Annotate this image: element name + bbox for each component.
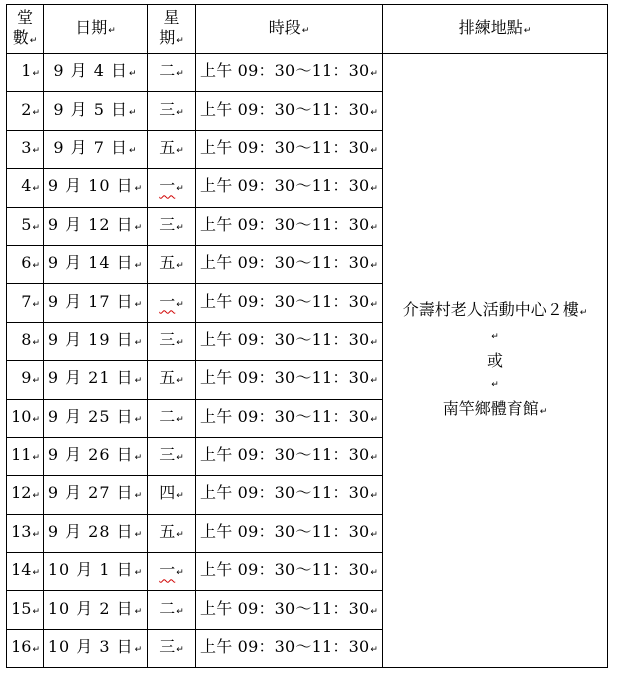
time-slot-cell: 上午 09：30～11：30↵: [196, 399, 383, 437]
time-slot-cell: 上午 09：30～11：30↵: [196, 476, 383, 514]
date-cell-text: 9 月 14 日: [47, 253, 134, 273]
time-slot-cell: 上午 09：30～11：30↵: [196, 514, 383, 552]
date-cell: 9 月 4 日↵: [44, 54, 148, 92]
header-session-number-label: 堂 數↵: [12, 7, 38, 47]
time-slot-cell-text: 上午 09：30～11：30: [200, 291, 370, 311]
session-number-cell: 4↵: [7, 169, 44, 207]
session-number-cell: 6↵: [7, 245, 44, 283]
header-time-slot: 時段↵: [196, 5, 383, 54]
time-slot-cell-text: 上午 09：30～11：30: [200, 99, 370, 119]
date-cell-text: 9 月 21 日: [47, 368, 134, 388]
session-number-cell-text: 11: [11, 445, 32, 465]
time-slot-cell-text: 上午 09：30～11：30: [200, 214, 370, 234]
weekday-cell: 三↵: [148, 437, 196, 475]
weekday-cell-text: 二: [159, 61, 176, 81]
date-cell-text: 9 月 17 日: [47, 291, 134, 311]
session-number-cell: 16↵: [7, 629, 44, 667]
session-number-cell: 1↵: [7, 54, 44, 92]
time-slot-cell: 上午 09：30～11：30↵: [196, 437, 383, 475]
weekday-cell: 三↵: [148, 629, 196, 667]
session-number-cell-text: 5: [21, 214, 32, 234]
weekday-cell-text: 五: [159, 521, 176, 541]
date-cell: 10 月 2 日↵: [44, 591, 148, 629]
weekday-cell: 五↵: [148, 130, 196, 168]
time-slot-cell: 上午 09：30～11：30↵: [196, 629, 383, 667]
rehearsal-schedule-table: [6, 4, 608, 668]
date-cell: 9 月 14 日↵: [44, 245, 148, 283]
time-slot-cell-text: 上午 09：30～11：30: [200, 445, 370, 465]
date-cell: 9 月 21 日↵: [44, 361, 148, 399]
weekday-cell: 二↵: [148, 399, 196, 437]
weekday-cell-text: 三: [159, 445, 176, 465]
location-or-connector: 或: [486, 350, 503, 370]
time-slot-cell-text: 上午 09：30～11：30: [200, 483, 370, 503]
session-number-cell-text: 12: [11, 483, 32, 503]
date-cell: 9 月 7 日↵: [44, 130, 148, 168]
weekday-cell-text: 一: [159, 560, 176, 580]
date-cell: 9 月 26 日↵: [44, 437, 148, 475]
session-number-cell-text: 13: [11, 521, 32, 541]
time-slot-cell-text: 上午 09：30～11：30: [200, 406, 370, 426]
rehearsal-location-cell: [383, 54, 608, 668]
weekday-cell: 一↵: [148, 284, 196, 322]
date-cell-text: 9 月 19 日: [47, 329, 134, 349]
time-slot-cell-text: 上午 09：30～11：30: [200, 61, 370, 81]
date-cell: 10 月 3 日↵: [44, 629, 148, 667]
session-number-cell: 13↵: [7, 514, 44, 552]
date-cell: 9 月 10 日↵: [44, 169, 148, 207]
date-cell: 10 月 1 日↵: [44, 553, 148, 591]
session-number-cell-text: 15: [11, 598, 32, 618]
weekday-cell: 五↵: [148, 245, 196, 283]
session-number-cell: 8↵: [7, 322, 44, 360]
date-cell-text: 9 月 28 日: [47, 521, 134, 541]
date-cell-text: 9 月 5 日: [53, 99, 129, 119]
session-number-cell-text: 3: [21, 137, 32, 157]
time-slot-cell: 上午 09：30～11：30↵: [196, 245, 383, 283]
weekday-cell: 二↵: [148, 591, 196, 629]
time-slot-cell: 上午 09：30～11：30↵: [196, 54, 383, 92]
time-slot-cell-text: 上午 09：30～11：30: [200, 598, 370, 618]
time-slot-cell: 上午 09：30～11：30↵: [196, 553, 383, 591]
date-cell-text: 10 月 3 日: [47, 637, 134, 657]
session-number-cell: 7↵: [7, 284, 44, 322]
date-cell-text: 9 月 4 日: [53, 61, 129, 81]
weekday-cell: 三↵: [148, 322, 196, 360]
date-cell: 9 月 28 日↵: [44, 514, 148, 552]
time-slot-cell: 上午 09：30～11：30↵: [196, 361, 383, 399]
session-number-cell-text: 8: [21, 329, 32, 349]
date-cell-text: 9 月 12 日: [47, 214, 134, 234]
weekday-cell-text: 二: [159, 598, 176, 618]
date-cell: 9 月 27 日↵: [44, 476, 148, 514]
weekday-cell: 五↵: [148, 361, 196, 399]
paragraph-mark-icon: ↵: [491, 379, 499, 390]
time-slot-cell: 上午 09：30～11：30↵: [196, 169, 383, 207]
session-number-cell-text: 14: [11, 560, 32, 580]
weekday-cell-text: 一: [159, 176, 176, 196]
time-slot-cell-text: 上午 09：30～11：30: [200, 368, 370, 388]
date-cell-text: 9 月 7 日: [53, 137, 129, 157]
time-slot-cell: 上午 09：30～11：30↵: [196, 92, 383, 130]
session-number-cell: 15↵: [7, 591, 44, 629]
date-cell-text: 10 月 1 日: [47, 560, 134, 580]
date-cell-text: 9 月 10 日: [47, 176, 134, 196]
header-rehearsal-location: 排練地點↵: [383, 5, 608, 54]
time-slot-cell-text: 上午 09：30～11：30: [200, 329, 370, 349]
header-date: 日期↵: [44, 5, 148, 54]
weekday-cell-text: 五: [159, 137, 176, 157]
session-number-cell: 10↵: [7, 399, 44, 437]
weekday-cell: 二↵: [148, 54, 196, 92]
session-number-cell: 2↵: [7, 92, 44, 130]
time-slot-cell: 上午 09：30～11：30↵: [196, 130, 383, 168]
weekday-cell-text: 四: [159, 483, 176, 503]
paragraph-mark-icon: ↵: [491, 331, 499, 342]
schedule-table-wrapper: [6, 4, 608, 668]
time-slot-cell-text: 上午 09：30～11：30: [200, 521, 370, 541]
weekday-cell-text: 三: [159, 99, 176, 119]
date-cell-text: 9 月 25 日: [47, 406, 134, 426]
session-number-cell: 14↵: [7, 553, 44, 591]
weekday-cell: 一↵: [148, 553, 196, 591]
weekday-cell-text: 二: [159, 406, 176, 426]
session-number-cell: 5↵: [7, 207, 44, 245]
time-slot-cell: 上午 09：30～11：30↵: [196, 207, 383, 245]
session-number-cell: 9↵: [7, 361, 44, 399]
session-number-cell-text: 7: [21, 291, 32, 311]
time-slot-cell-text: 上午 09：30～11：30: [200, 637, 370, 657]
weekday-cell-text: 三: [159, 637, 176, 657]
session-number-cell: 3↵: [7, 130, 44, 168]
weekday-cell: 一↵: [148, 169, 196, 207]
header-row: [7, 5, 608, 54]
header-weekday: [148, 5, 196, 54]
time-slot-cell-text: 上午 09：30～11：30: [200, 137, 370, 157]
weekday-cell-text: 三: [159, 329, 176, 349]
weekday-cell-text: 五: [159, 253, 176, 273]
session-number-cell-text: 16: [11, 637, 32, 657]
table-row: [7, 54, 608, 92]
time-slot-cell: 上午 09：30～11：30↵: [196, 322, 383, 360]
session-number-cell-text: 9: [21, 368, 32, 388]
time-slot-cell-text: 上午 09：30～11：30: [200, 253, 370, 273]
date-cell-text: 10 月 2 日: [47, 598, 134, 618]
weekday-cell-text: 三: [159, 214, 176, 234]
session-number-cell-text: 6: [21, 253, 32, 273]
time-slot-cell: 上午 09：30～11：30↵: [196, 591, 383, 629]
time-slot-cell-text: 上午 09：30～11：30: [200, 560, 370, 580]
session-number-cell: 12↵: [7, 476, 44, 514]
header-weekday-label: 星 期↵: [159, 7, 184, 47]
date-cell: 9 月 17 日↵: [44, 284, 148, 322]
weekday-cell-text: 一: [159, 291, 176, 311]
date-cell: 9 月 25 日↵: [44, 399, 148, 437]
date-cell: 9 月 19 日↵: [44, 322, 148, 360]
session-number-cell-text: 2: [21, 99, 32, 119]
session-number-cell-text: 1: [21, 61, 32, 81]
weekday-cell-text: 五: [159, 368, 176, 388]
date-cell: 9 月 5 日↵: [44, 92, 148, 130]
session-number-cell-text: 10: [11, 406, 32, 426]
header-session-number: [7, 5, 44, 54]
weekday-cell: 三↵: [148, 92, 196, 130]
date-cell: 9 月 12 日↵: [44, 207, 148, 245]
time-slot-cell-text: 上午 09：30～11：30: [200, 176, 370, 196]
time-slot-cell: 上午 09：30～11：30↵: [196, 284, 383, 322]
session-number-cell-text: 4: [21, 176, 32, 196]
weekday-cell: 三↵: [148, 207, 196, 245]
date-cell-text: 9 月 27 日: [47, 483, 134, 503]
session-number-cell: 11↵: [7, 437, 44, 475]
schedule-body: [7, 54, 608, 668]
date-cell-text: 9 月 26 日: [47, 445, 134, 465]
weekday-cell: 五↵: [148, 514, 196, 552]
weekday-cell: 四↵: [148, 476, 196, 514]
location-venue-alternate: 南竿鄉體育館↵: [442, 398, 548, 418]
location-venue-primary: 介壽村老人活動中心２樓↵: [402, 299, 588, 319]
